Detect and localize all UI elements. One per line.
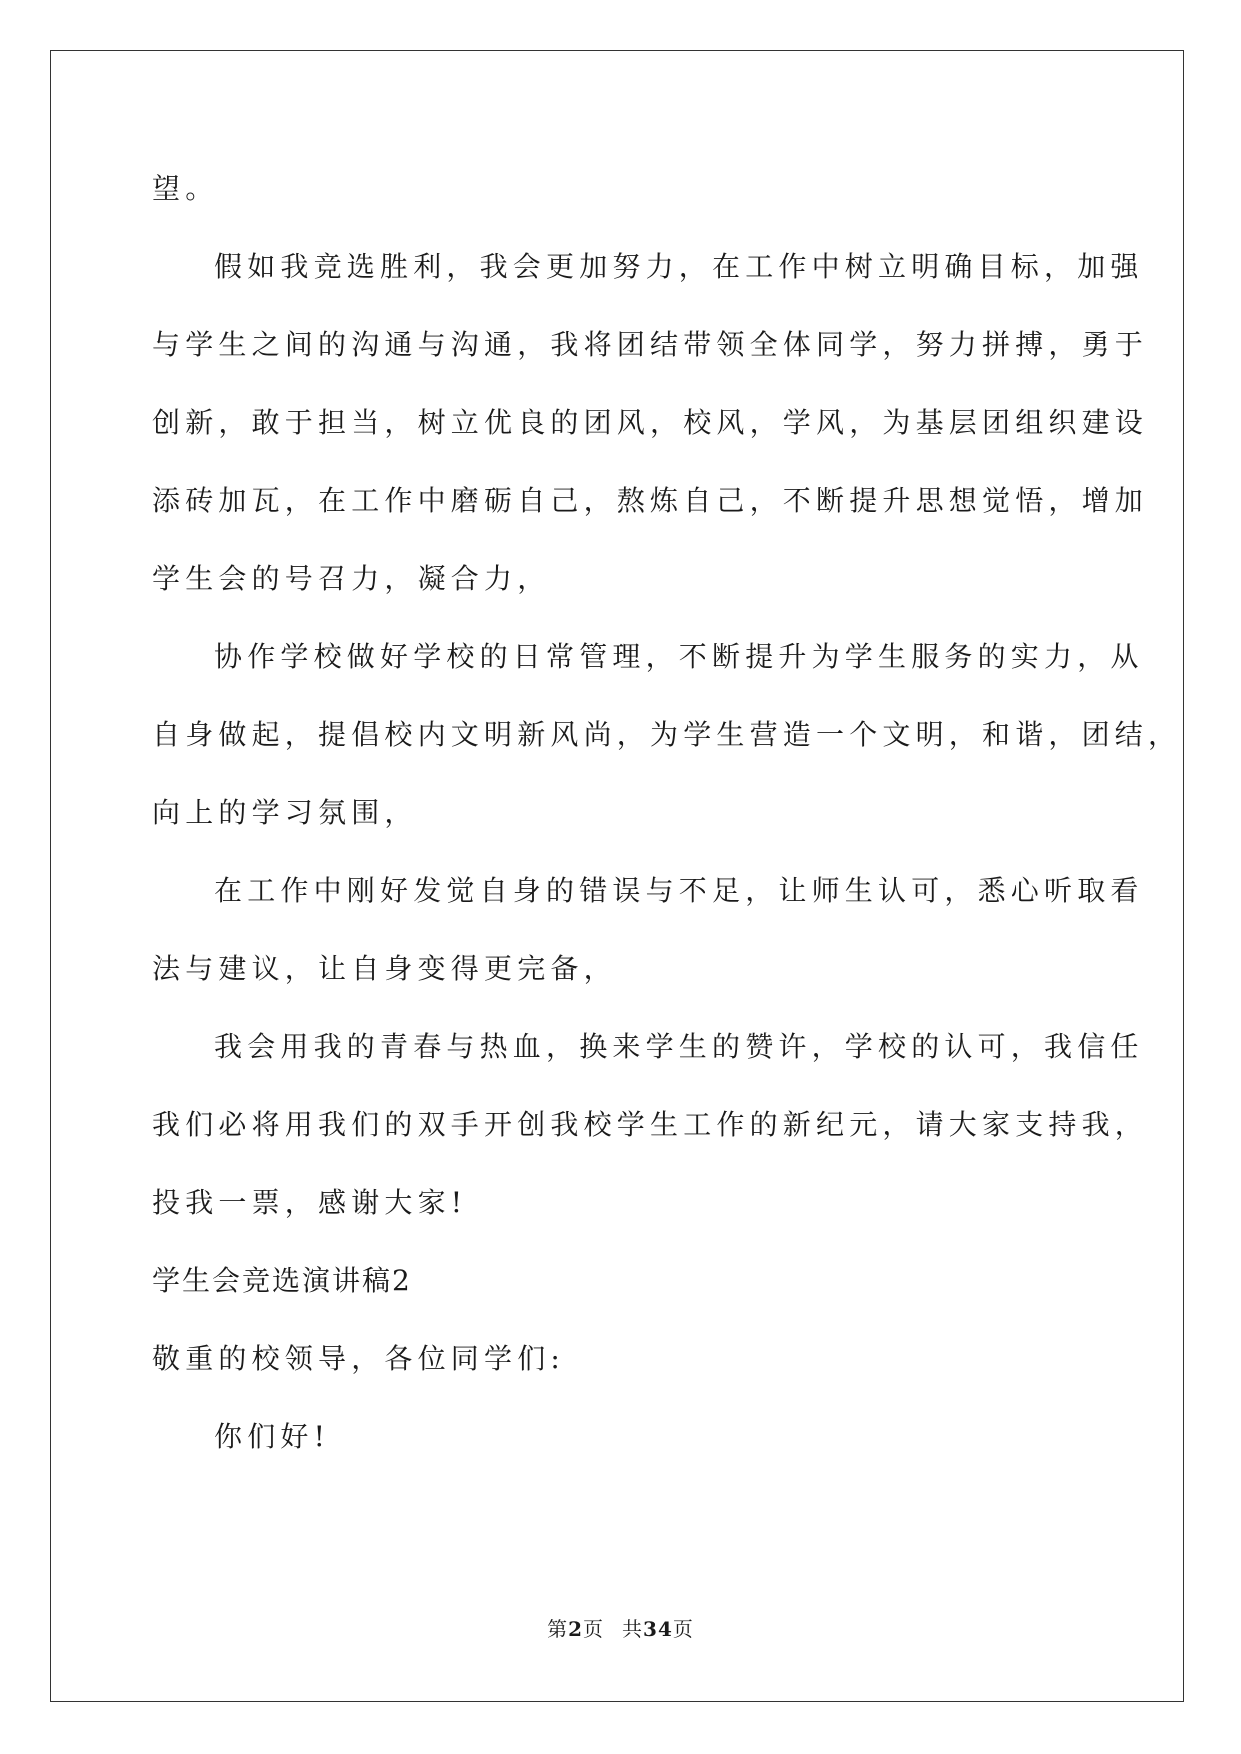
text-line: 创新，敢于担当，树立优良的团风，校风，学风，为基层团组织建设 <box>152 406 1149 439</box>
text-line: 在工作中刚好发觉自身的错误与不足，让师生认可，悉心听取看 <box>214 874 1144 907</box>
footer-page-suffix: 页 <box>583 1617 605 1641</box>
section-heading: 学生会竞选演讲稿2 <box>152 1264 412 1297</box>
text-line: 敬重的校领导，各位同学们: <box>152 1342 566 1375</box>
text-line: 协作学校做好学校的日常管理，不断提升为学生服务的实力，从 <box>214 640 1144 673</box>
text-line: 你们好! <box>214 1420 331 1453</box>
footer-prefix: 第 <box>547 1617 569 1641</box>
page-footer <box>0 1613 1241 1642</box>
text-line: 与学生之间的沟通与沟通，我将团结带领全体同学，努力拼搏，勇于 <box>152 328 1149 361</box>
text-line: 假如我竞选胜利，我会更加努力，在工作中树立明确目标，加强 <box>214 250 1144 283</box>
footer-total-suffix: 页 <box>672 1617 694 1641</box>
text-line: 添砖加瓦，在工作中磨砺自己，熬炼自己，不断提升思想觉悟，增加 <box>152 484 1149 517</box>
footer-total-pages: 34 <box>643 1617 673 1641</box>
text-line: 学生会的号召力，凝合力， <box>152 562 551 595</box>
text-line: 我们必将用我们的双手开创我校学生工作的新纪元，请大家支持我， <box>152 1108 1149 1141</box>
footer-page-number: 2 <box>568 1617 584 1641</box>
text-line: 法与建议，让自身变得更完备， <box>152 952 617 985</box>
text-line: 我会用我的青春与热血，换来学生的赞许，学校的认可，我信任 <box>214 1030 1144 1063</box>
text-line: 自身做起，提倡校内文明新风尚，为学生营造一个文明，和谐，团结， <box>152 718 1182 751</box>
footer-total-prefix: 共 <box>622 1617 644 1641</box>
document-body <box>152 150 1182 1476</box>
text-line: 向上的学习氛围， <box>152 796 418 829</box>
text-line: 投我一票，感谢大家! <box>152 1186 468 1219</box>
text-line: 望。 <box>152 172 219 205</box>
